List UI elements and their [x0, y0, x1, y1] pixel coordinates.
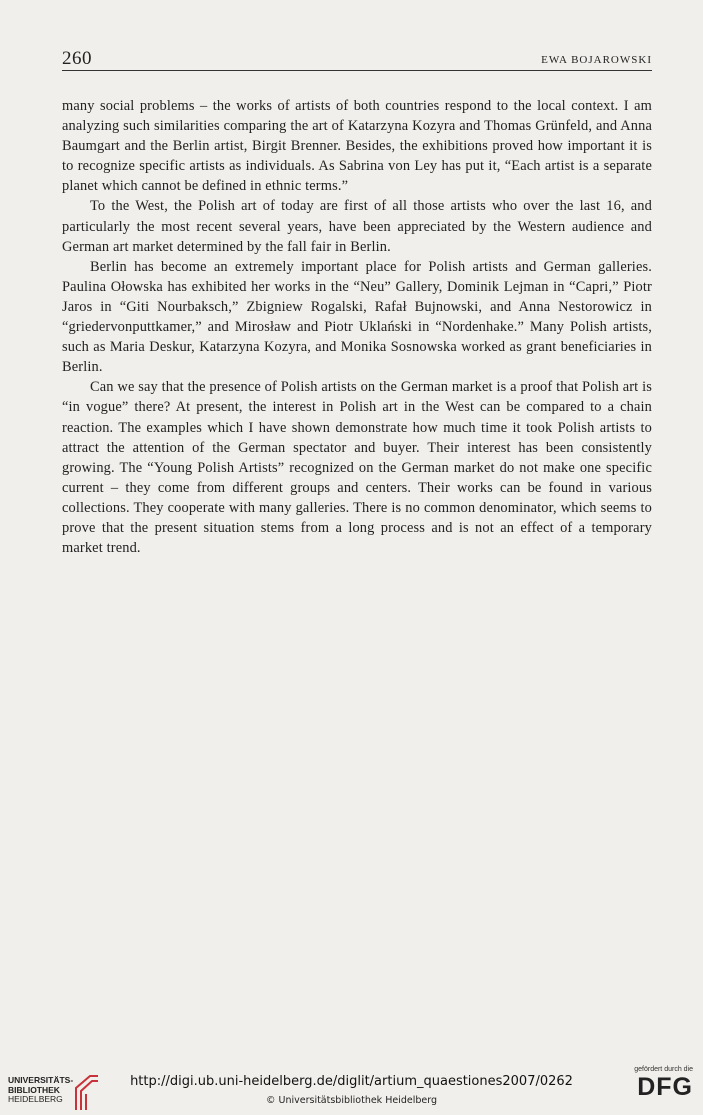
dfg-logo-icon: DFG	[637, 1073, 693, 1101]
funder-note: gefördert durch die	[634, 1066, 693, 1073]
funder-logo	[617, 1066, 693, 1110]
library-line-2: BIBLIOTHEK	[8, 1084, 60, 1095]
body-text	[62, 96, 652, 558]
paragraph-4: Can we say that the presence of Polish artists on the German market is a proof that Polish art is “in vogue” there? At present, the interest in Polish art in the West can be compared to a chain reaction. The examples which I have shown demonstrate how much time it took Polish artists to attract the attention of the German spectator and buyer. Their interest has been consistently growing. The “Young Polish Artists” recognized on the German market do not make one specific current – they come from different groups and centers. Their works can be found in various collections. They cooperate with many galleries. There is no common denominator, which seems to prove that the present situation stems from a long process and is not an effect of a temporary market trend.	[62, 379, 652, 557]
paragraph-3: Berlin has become an extremely important place for Polish artists and German galleries. Paulina Ołowska has exhibited her works in the “Neu” Gallery, Dominik Lejman in “Capri,” Piotr Jaros in “Giti Nourbaksch,” Zbigniew Rogalski, Rafał Bujnowski, and Anna Nestorowicz in “griedervonputtkamer,” and Mirosław and Piotr Uklański in “Nordenhake.” Many Polish artists, such as Maria Deskur, Katarzyna Kozyra, and Monika Sosnowska worked as grant beneficiaries in Berlin.	[62, 258, 652, 376]
library-line-3: HEIDELBERG	[8, 1094, 63, 1104]
copyright-notice: © Universitätsbibliothek Heidelberg	[265, 1095, 437, 1106]
library-line-1: UNIVERSITÄTS-	[8, 1075, 74, 1085]
page-number: 260	[62, 48, 92, 69]
digitization-footer	[0, 1062, 703, 1115]
page-header	[62, 48, 652, 71]
running-head: EWA BOJAROWSKI	[541, 54, 652, 66]
source-url-link[interactable]: http://digi.ub.uni-heidelberg.de/diglit/artium_quaestiones2007/0262	[130, 1074, 573, 1089]
paragraph-1: many social problems – the works of artists of both countries respond to the local context. I am analyzing such similarities comparing the art of Katarzyna Kozyra and Thomas Grünfeld, and Anna Baumgart and the Berlin artist, Birgit Brenner. Besides, the exhibitions proved how important it is to recognize specific artists as individuals. As Sabrina von Ley has put it, “Each artist is a separate planet which cannot be defined in ethnic terms.”	[62, 98, 652, 195]
paragraph-2: To the West, the Polish art of today are first of all those artists who over the last 16, and particularly the most recent several years, have been appreciated by the Western audience and German art market determined by the fall fair in Berlin.	[62, 198, 652, 255]
